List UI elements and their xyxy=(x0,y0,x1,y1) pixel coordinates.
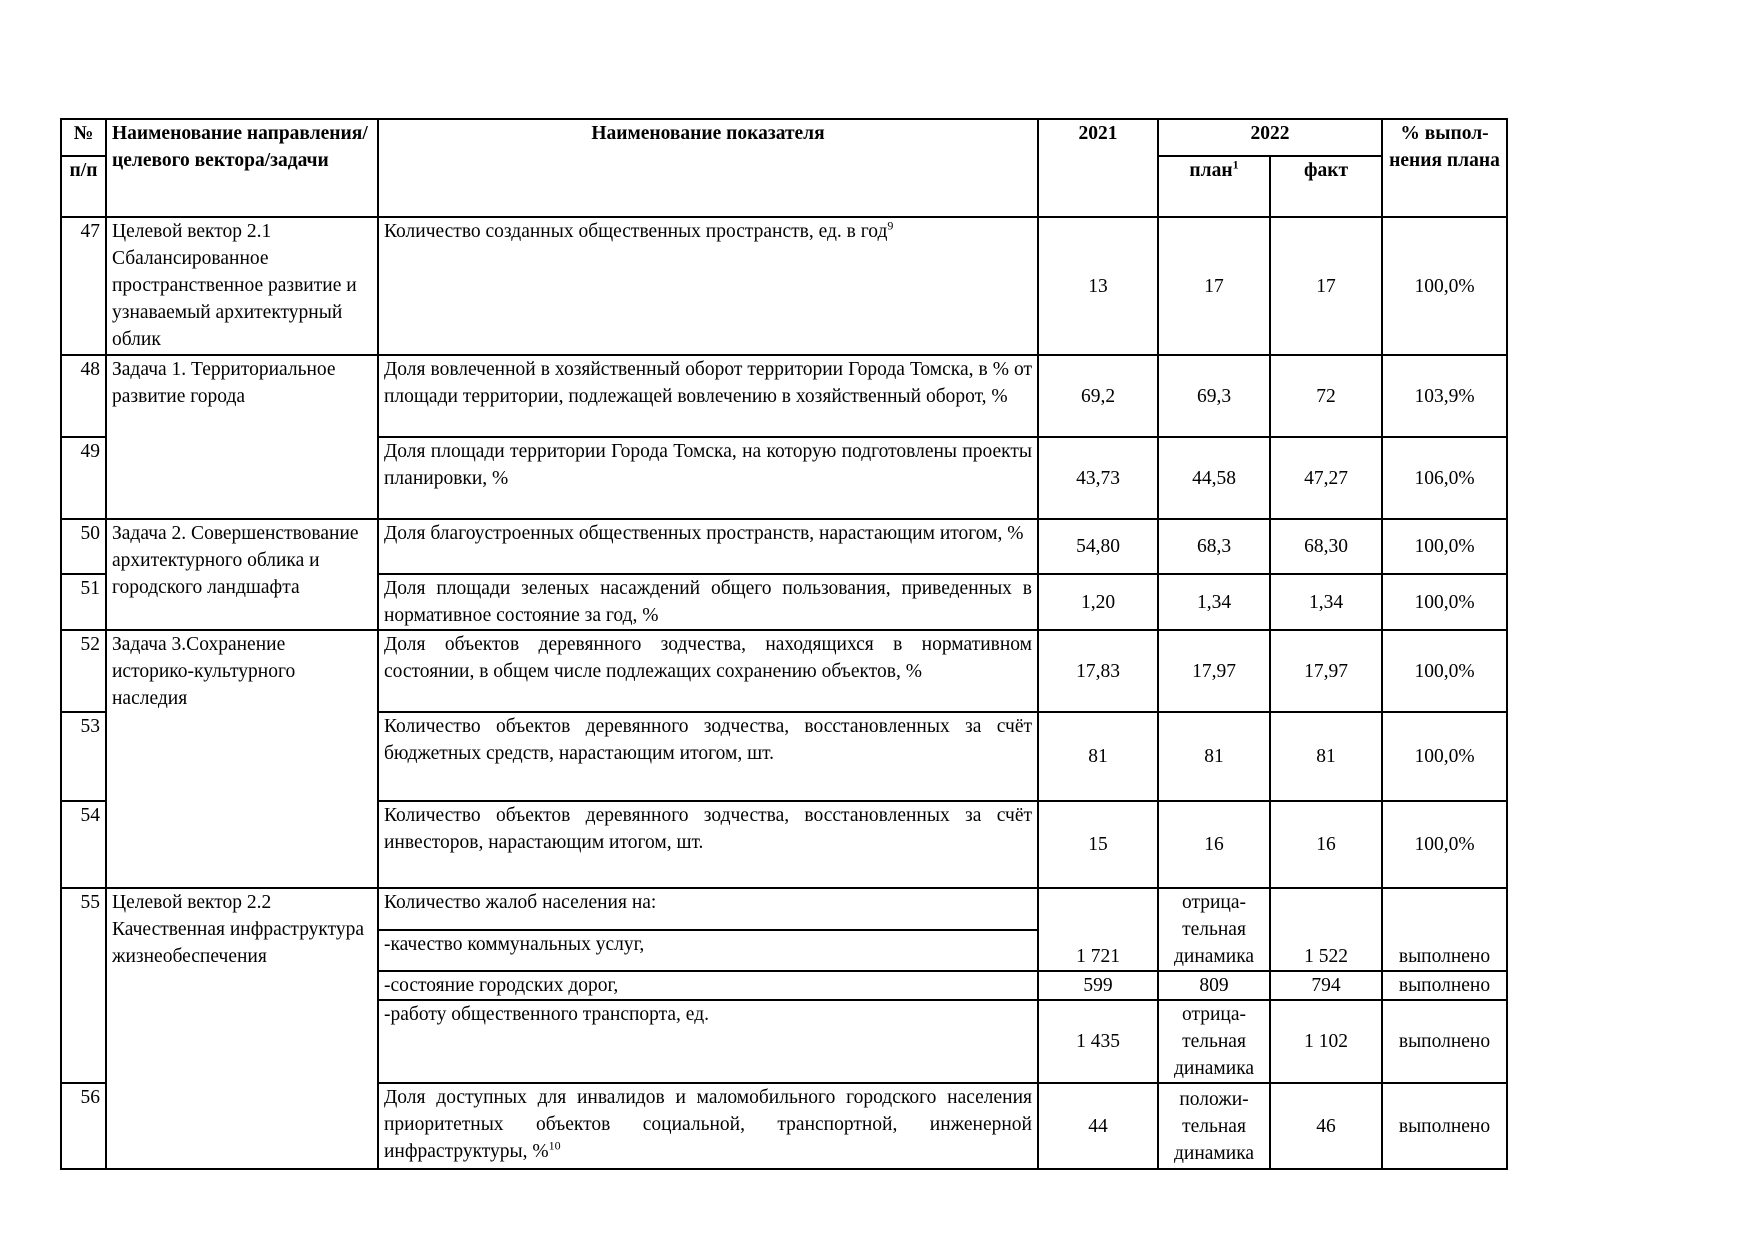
row-plan: 68,3 xyxy=(1158,519,1270,574)
row-pct: 100,0% xyxy=(1382,801,1507,888)
row-plan: 809 xyxy=(1158,971,1270,1000)
row-pct: 100,0% xyxy=(1382,519,1507,574)
row-num: 50 xyxy=(61,519,106,574)
row-indicator: Доля объектов деревянного зодчества, находящихся в нормативном состоянии, в общем числе подлежащих сохранению объектов, % xyxy=(378,630,1038,712)
row-indicator xyxy=(378,1083,1038,1169)
row-direction: Задача 1. Территориальное развитие города xyxy=(106,355,378,519)
row-pct: выполнено xyxy=(1382,971,1507,1000)
footnote-ref: 1 xyxy=(1232,157,1239,172)
header-direction: Наименование направления/целевого вектора/задачи xyxy=(106,119,378,217)
row-fact: 68,30 xyxy=(1270,519,1382,574)
header-2022: 2022 xyxy=(1158,119,1382,156)
row-2021: 17,83 xyxy=(1038,630,1158,712)
row-2021: 69,2 xyxy=(1038,355,1158,437)
row-fact: 794 xyxy=(1270,971,1382,1000)
header-2021: 2021 xyxy=(1038,119,1158,217)
row-plan: положи- тельная динамика xyxy=(1158,1083,1270,1169)
row-fact: 1,34 xyxy=(1270,574,1382,630)
row-plan: 16 xyxy=(1158,801,1270,888)
header-num-b: п/п xyxy=(61,156,106,217)
row-2021: 54,80 xyxy=(1038,519,1158,574)
row-fact: 1 102 xyxy=(1270,1000,1382,1083)
row-num: 52 xyxy=(61,630,106,712)
row-fact: 17,97 xyxy=(1270,630,1382,712)
row-indicator-text: Количество созданных общественных пространств, ед. в год xyxy=(384,221,888,242)
row-indicator xyxy=(378,217,1038,355)
header-indicator: Наименование показателя xyxy=(378,119,1038,217)
row-indicator: Доля вовлеченной в хозяйственный оборот территории Города Томска, в % от площади территории, подлежащей вовлечению в хозяйственный оборот, % xyxy=(378,355,1038,437)
row-pct: 100,0% xyxy=(1382,574,1507,630)
header-row xyxy=(61,119,1507,156)
header-pct: % выпол- нения плана xyxy=(1382,119,1507,217)
row-indicator: Доля площади территории Города Томска, на которую подготовлены проекты планировки, % xyxy=(378,437,1038,519)
row-2021: 1 721 xyxy=(1038,888,1158,971)
row-fact: 47,27 xyxy=(1270,437,1382,519)
row-indicator: Количество объектов деревянного зодчества, восстановленных за счёт инвесторов, нарастающим итогом, шт. xyxy=(378,801,1038,888)
row-indicator: Доля благоустроенных общественных пространств, нарастающим итогом, % xyxy=(378,519,1038,574)
row-direction: Задача 3.Сохранение историко-культурного наследия xyxy=(106,630,378,888)
row-plan: 44,58 xyxy=(1158,437,1270,519)
footnote-ref: 9 xyxy=(887,218,894,233)
row-num: 48 xyxy=(61,355,106,437)
row-2021: 44 xyxy=(1038,1083,1158,1169)
row-pct: выполнено xyxy=(1382,1083,1507,1169)
header-num-a: № xyxy=(61,119,106,156)
row-pct: 100,0% xyxy=(1382,630,1507,712)
row-num: 55 xyxy=(61,888,106,1083)
row-pct: 103,9% xyxy=(1382,355,1507,437)
row-2021: 43,73 xyxy=(1038,437,1158,519)
row-pct: 106,0% xyxy=(1382,437,1507,519)
row-plan: 69,3 xyxy=(1158,355,1270,437)
row-num: 51 xyxy=(61,574,106,630)
header-fact: факт xyxy=(1270,156,1382,217)
table-row xyxy=(61,519,1507,574)
row-num: 47 xyxy=(61,217,106,355)
row-indicator: Количество объектов деревянного зодчества, восстановленных за счёт бюджетных средств, нарастающим итогом, шт. xyxy=(378,712,1038,801)
row-pct: 100,0% xyxy=(1382,712,1507,801)
row-num: 54 xyxy=(61,801,106,888)
footnote-ref: 10 xyxy=(548,1138,561,1153)
row-plan: 17,97 xyxy=(1158,630,1270,712)
table-row xyxy=(61,355,1507,437)
row-fact: 72 xyxy=(1270,355,1382,437)
row-fact: 1 522 xyxy=(1270,888,1382,971)
row-direction: Задача 2. Совершенствование архитектурного облика и городского ландшафта xyxy=(106,519,378,630)
row-direction: Целевой вектор 2.1 Сбалансированное пространственное развитие и узнаваемый архитектурный облик xyxy=(106,217,378,355)
row-2021: 15 xyxy=(1038,801,1158,888)
row-plan: отрица- тельная динамика xyxy=(1158,1000,1270,1083)
row-2021: 1 435 xyxy=(1038,1000,1158,1083)
row-indicator: -работу общественного транспорта, ед. xyxy=(378,1000,1038,1083)
header-plan-label: план xyxy=(1189,160,1233,181)
row-fact: 17 xyxy=(1270,217,1382,355)
row-plan: отрица- тельная динамика xyxy=(1158,888,1270,971)
row-plan: 81 xyxy=(1158,712,1270,801)
row-num: 53 xyxy=(61,712,106,801)
table-row xyxy=(61,888,1507,930)
row-indicator: -качество коммунальных услуг, xyxy=(378,930,1038,972)
row-plan: 17 xyxy=(1158,217,1270,355)
row-indicator: -состояние городских дорог, xyxy=(378,971,1038,1000)
row-indicator: Доля площади зеленых насаждений общего пользования, приведенных в нормативное состояние за год, % xyxy=(378,574,1038,630)
row-indicator: Количество жалоб населения на: xyxy=(378,888,1038,930)
row-pct: выполнено xyxy=(1382,1000,1507,1083)
row-num: 56 xyxy=(61,1083,106,1169)
indicators-table xyxy=(60,118,1508,1170)
row-pct: 100,0% xyxy=(1382,217,1507,355)
row-2021: 599 xyxy=(1038,971,1158,1000)
table-row xyxy=(61,630,1507,712)
row-plan: 1,34 xyxy=(1158,574,1270,630)
row-num: 49 xyxy=(61,437,106,519)
row-fact: 16 xyxy=(1270,801,1382,888)
row-fact: 81 xyxy=(1270,712,1382,801)
row-2021: 81 xyxy=(1038,712,1158,801)
table-row xyxy=(61,217,1507,355)
row-fact: 46 xyxy=(1270,1083,1382,1169)
row-2021: 1,20 xyxy=(1038,574,1158,630)
row-direction: Целевой вектор 2.2 Качественная инфраструктура жизнеобеспечения xyxy=(106,888,378,1169)
header-plan xyxy=(1158,156,1270,217)
row-pct: выполнено xyxy=(1382,888,1507,971)
row-indicator-text: Доля доступных для инвалидов и маломобильного городского населения приоритетных объектов социальной, транспортной, инженерной инфраструктуры, % xyxy=(384,1087,1032,1162)
row-2021: 13 xyxy=(1038,217,1158,355)
